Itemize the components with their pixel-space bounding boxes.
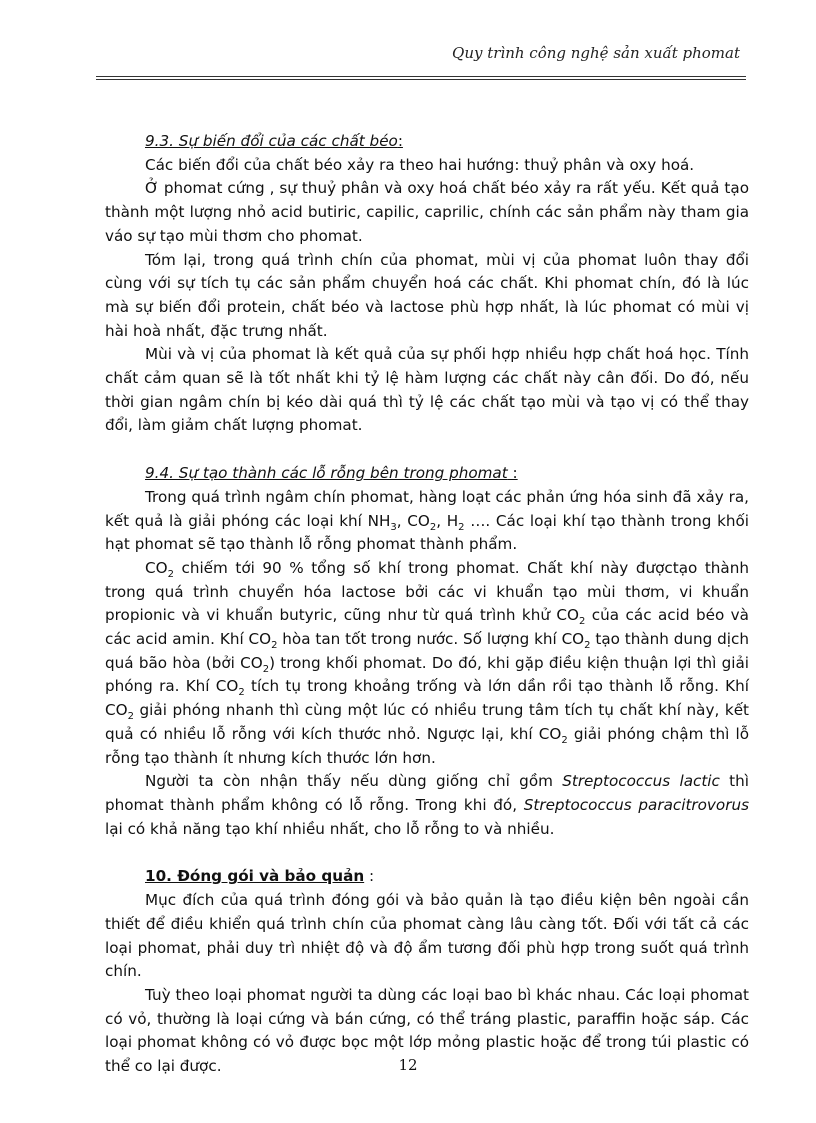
section-9-4-heading [145, 462, 749, 486]
section-9-3-paragraph-2: Ở phomat cứng , sự thuỷ phân và oxy hoá chất béo xảy ra rất yếu. Kết quả tạo thành một lượng nhỏ acid butiric, capilic, caprilic, chính các sản phẩm này tham gia váo sự tạo mùi thơm cho phomat. [105, 179, 749, 245]
section-9-3-heading [145, 130, 749, 154]
page-number: 12 [398, 1056, 418, 1074]
section-9-3-title: 9.3. Sự biến đổi của các chất béo [145, 132, 398, 150]
section-10-heading [145, 865, 749, 889]
section-10-title: 10. Đóng gói và bảo quản [145, 867, 365, 886]
section-9-4-paragraph-1: Trong quá trình ngâm chín phomat, hàng loạt các phản ứng hóa sinh đã xảy ra, kết quả là giải phóng các loại khí $NH_3$, $CO_2$, $H_2$ …. Các loại khí tạo thành trong khối hạt phomat sẽ tạo thành lỗ rỗng phomat thành phẩm. [105, 487, 750, 554]
document-body [105, 130, 749, 1079]
section-9-4-paragraph-3: Người ta còn nhận thấy nếu dùng giống chỉ gồm Streptococcus lactic thì phomat thành phẩm không có lỗ rỗng. Trong khi đó, Streptococcus paracitrovorus lại có khả năng tạo khí nhiều nhất, cho lỗ rỗng to và nhiều. [105, 772, 749, 838]
species-name: Streptococcus lactic [562, 772, 720, 791]
species-name: Streptococcus paracitrovorus [523, 795, 749, 814]
section-10-title-colon: : [364, 867, 375, 886]
section-9-3-paragraph-1: Các biến đổi của chất béo xảy ra theo hai hướng: thuỷ phân và oxy hoá. [145, 155, 695, 174]
section-9-4-title-colon: : [507, 464, 518, 483]
section-10-paragraph-2: Tuỳ theo loại phomat người ta dùng các loại bao bì khác nhau. Các loại phomat có vỏ, thường là loại cứng và bán cứng, có thể tráng plastic, paraffin hoặc sáp. Các loại phomat không có vỏ được bọc một lớp mỏng plastic hoặc để trong túi plastic có thể co lại được. [105, 985, 749, 1076]
section-9-3-paragraph-3: Tóm lại, trong quá trình chín của phomat, mùi vị của phomat luôn thay đổi cùng với sự tích tụ các sản phẩm chuyển hoá các chất. Khi phomat chín, đó là lúc mà sự biến đổi protein, chất béo và lactose phù hợp nhất, là lúc phomat có mùi vị hài hoà nhất, đặc trưng nhất. [105, 250, 749, 340]
header-title: Quy trình công nghệ sản xuất phomat [452, 44, 740, 62]
page-header [96, 28, 746, 80]
section-9-3-paragraph-4: Mùi và vị của phomat là kết quả của sự phối hợp nhiều hợp chất hoá học. Tính chất cảm quan sẽ là tốt nhất khi tỷ lệ hàm lượng các chất này cân đối. Do đó, nếu thời gian ngâm chín bị kéo dài quá thì tỷ lệ các chất tạo mùi và tạo vị có thể thay đổi, làm giảm chất lượng phomat. [105, 345, 749, 435]
section-9-4-paragraph-2: $CO_2$ chiếm tới 90 % tổng số khí trong phomat. Chất khí này đượctạo thành trong quá trình chuyển hóa lactose bởi các vi khuẩn tạo mùi thơm, vi khuẩn propionic và vi khuẩn butyric, cũng như từ quá trình khử $CO_2$ của các acid béo và các acid amin. Khí $CO_2$ hòa tan tốt trong nước. Số lượng khí $CO_2$ tạo thành dung dịch quá bão hòa (bởi $CO_2$) trong khối phomat. Do đó, khi gặp điều kiện thuận lợi thì giải phóng ra. Khí $CO_2$ tích tụ trong khoảng trống và lớn dần rồi tạo thành lỗ rỗng. Khí $CO_2$ giải phóng nhanh thì cùng một lúc có nhiều trung tâm tích tụ chất khí này, kết quả có nhiều lỗ rỗng với kích thước nhỏ. Ngược lại, khí $CO_2$ giải phóng chậm thì lỗ rỗng tạo thành ít nhưng kích thước lớn hơn. [105, 558, 750, 767]
section-9-3-title-colon: : [397, 132, 403, 150]
section-10-paragraph-1: Mục đích của quá trình đóng gói và bảo quản là tạo điều kiện bên ngoài cần thiết để điều khiển quá trình chín của phomat càng lâu càng tốt. Đối với tất cả các loại phomat, phải duy trì nhiệt độ và độ ẩm tương đối phù hợp trong suốt quá trình chín. [105, 891, 749, 981]
section-9-4-title: 9.4. Sự tạo thành các lỗ rỗng bên trong phomat [145, 464, 508, 483]
